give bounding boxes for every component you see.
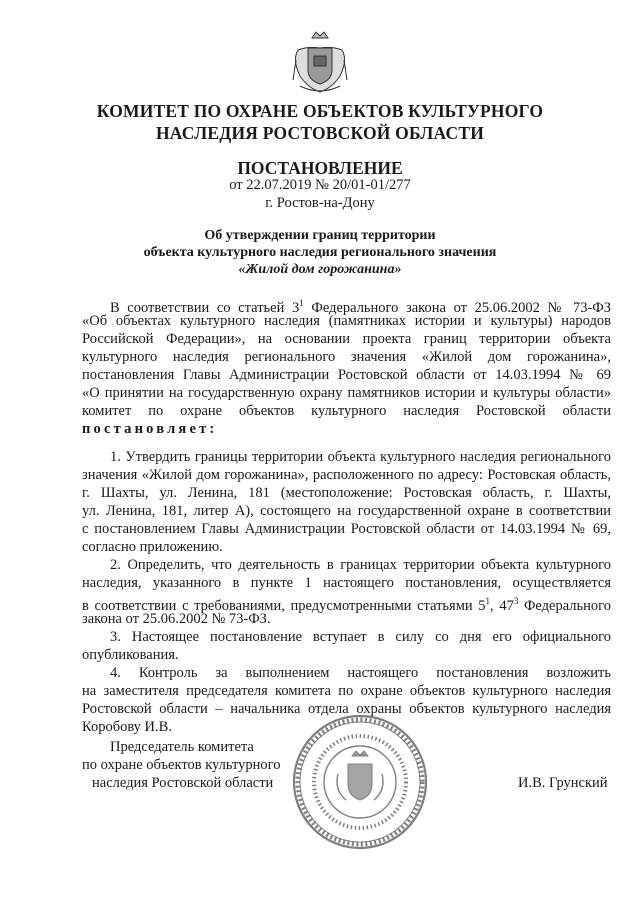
item1-line: г. Шахты, ул. Ленина, 181 (местоположение: Ростовская область, г. Шахты, [82, 485, 611, 501]
item3-line: опубликования. [82, 647, 179, 663]
signatory-title-line1: Председатель комитета [110, 739, 254, 755]
preamble-line: В соответствии со статьей $3^1$ Федерального закона от 25.06.2002 № 73-ФЗ [110, 298, 612, 316]
item1-line: 1. Утвердить границы территории объекта культурного наследия регионального [110, 449, 611, 465]
item4-line: Ростовской области – начальника отдела охраны объектов культурного наследия [82, 701, 611, 717]
document-place: г. Ростов-на-Дону [265, 195, 375, 211]
item2-line: 2. Определить, что деятельность в границах территории объекта культурного [110, 557, 611, 573]
signatory-title-line2: по охране объектов культурного [82, 757, 281, 773]
document-type: ПОСТАНОВЛЕНИЕ [237, 158, 403, 178]
subject-line1: Об утверждении границ территории [204, 228, 436, 243]
subject-line3: «Жилой дом горожанина» [238, 262, 402, 277]
preamble-line: культурного наследия регионального значения «Жилой дом горожанина», [82, 349, 611, 365]
preamble-line: «О принятии на государственную охрану памятников истории и культуры области» [82, 385, 611, 401]
document-date-number: от 22.07.2019 № 20/01-01/277 [229, 177, 411, 193]
item1-line: согласно приложению. [82, 539, 223, 555]
signatory-title-line3: наследия Ростовской области [92, 775, 274, 791]
resolution-word: постановляет: [82, 421, 218, 437]
item1-line: значения «Жилой дом горожанина», расположенного по адресу: Ростовская область, [82, 467, 611, 483]
preamble-line: комитет по охране объектов культурного наследия Ростовской области [82, 403, 611, 419]
item4-line: Коробову И.В. [82, 719, 172, 735]
item1-line: с постановлением Главы Администрации Ростовской области от 14.03.1994 № 69, [82, 521, 611, 537]
committee-name-line2: НАСЛЕДИЯ РОСТОВСКОЙ ОБЛАСТИ [155, 123, 485, 143]
subject-line2: объекта культурного наследия регионального значения [143, 245, 497, 260]
signatory-name: И.В. Грунский [518, 775, 608, 791]
item1-line: ул. Ленина, 181, литер А), состоящего на государственной охране в соответствии [82, 503, 611, 519]
item4-line: на заместителя председателя комитета по охране объектов культурного наследия [82, 683, 611, 699]
item2-line: закона от 25.06.2002 № 73-ФЗ. [82, 611, 271, 627]
item2-line: в соответствии с требованиями, предусмотренными статьями $5^1$, $47^3$ Федерального [82, 596, 611, 614]
item3-line: 3. Настоящее постановление вступает в силу со дня его официального [110, 629, 611, 645]
item2-line: наследия, указанного в пункте 1 настоящего постановления, осуществляется [82, 575, 611, 591]
coat-of-arms-emblem [292, 30, 348, 98]
item4-line: 4. Контроль за выполнением настоящего постановления возложить [110, 665, 611, 681]
committee-name-line1: КОМИТЕТ ПО ОХРАНЕ ОБЪЕКТОВ КУЛЬТУРНОГО [96, 101, 544, 121]
preamble-line: «Об объектах культурного наследия (памятниках истории и культуры) народов [82, 313, 611, 329]
official-seal-stamp [290, 712, 430, 852]
preamble-line: Российской Федерации», на основании проекта границ территории объекта [82, 331, 611, 347]
preamble-line: постановления Главы Администрации Ростовской области от 14.03.1994 № 69 [82, 367, 611, 383]
